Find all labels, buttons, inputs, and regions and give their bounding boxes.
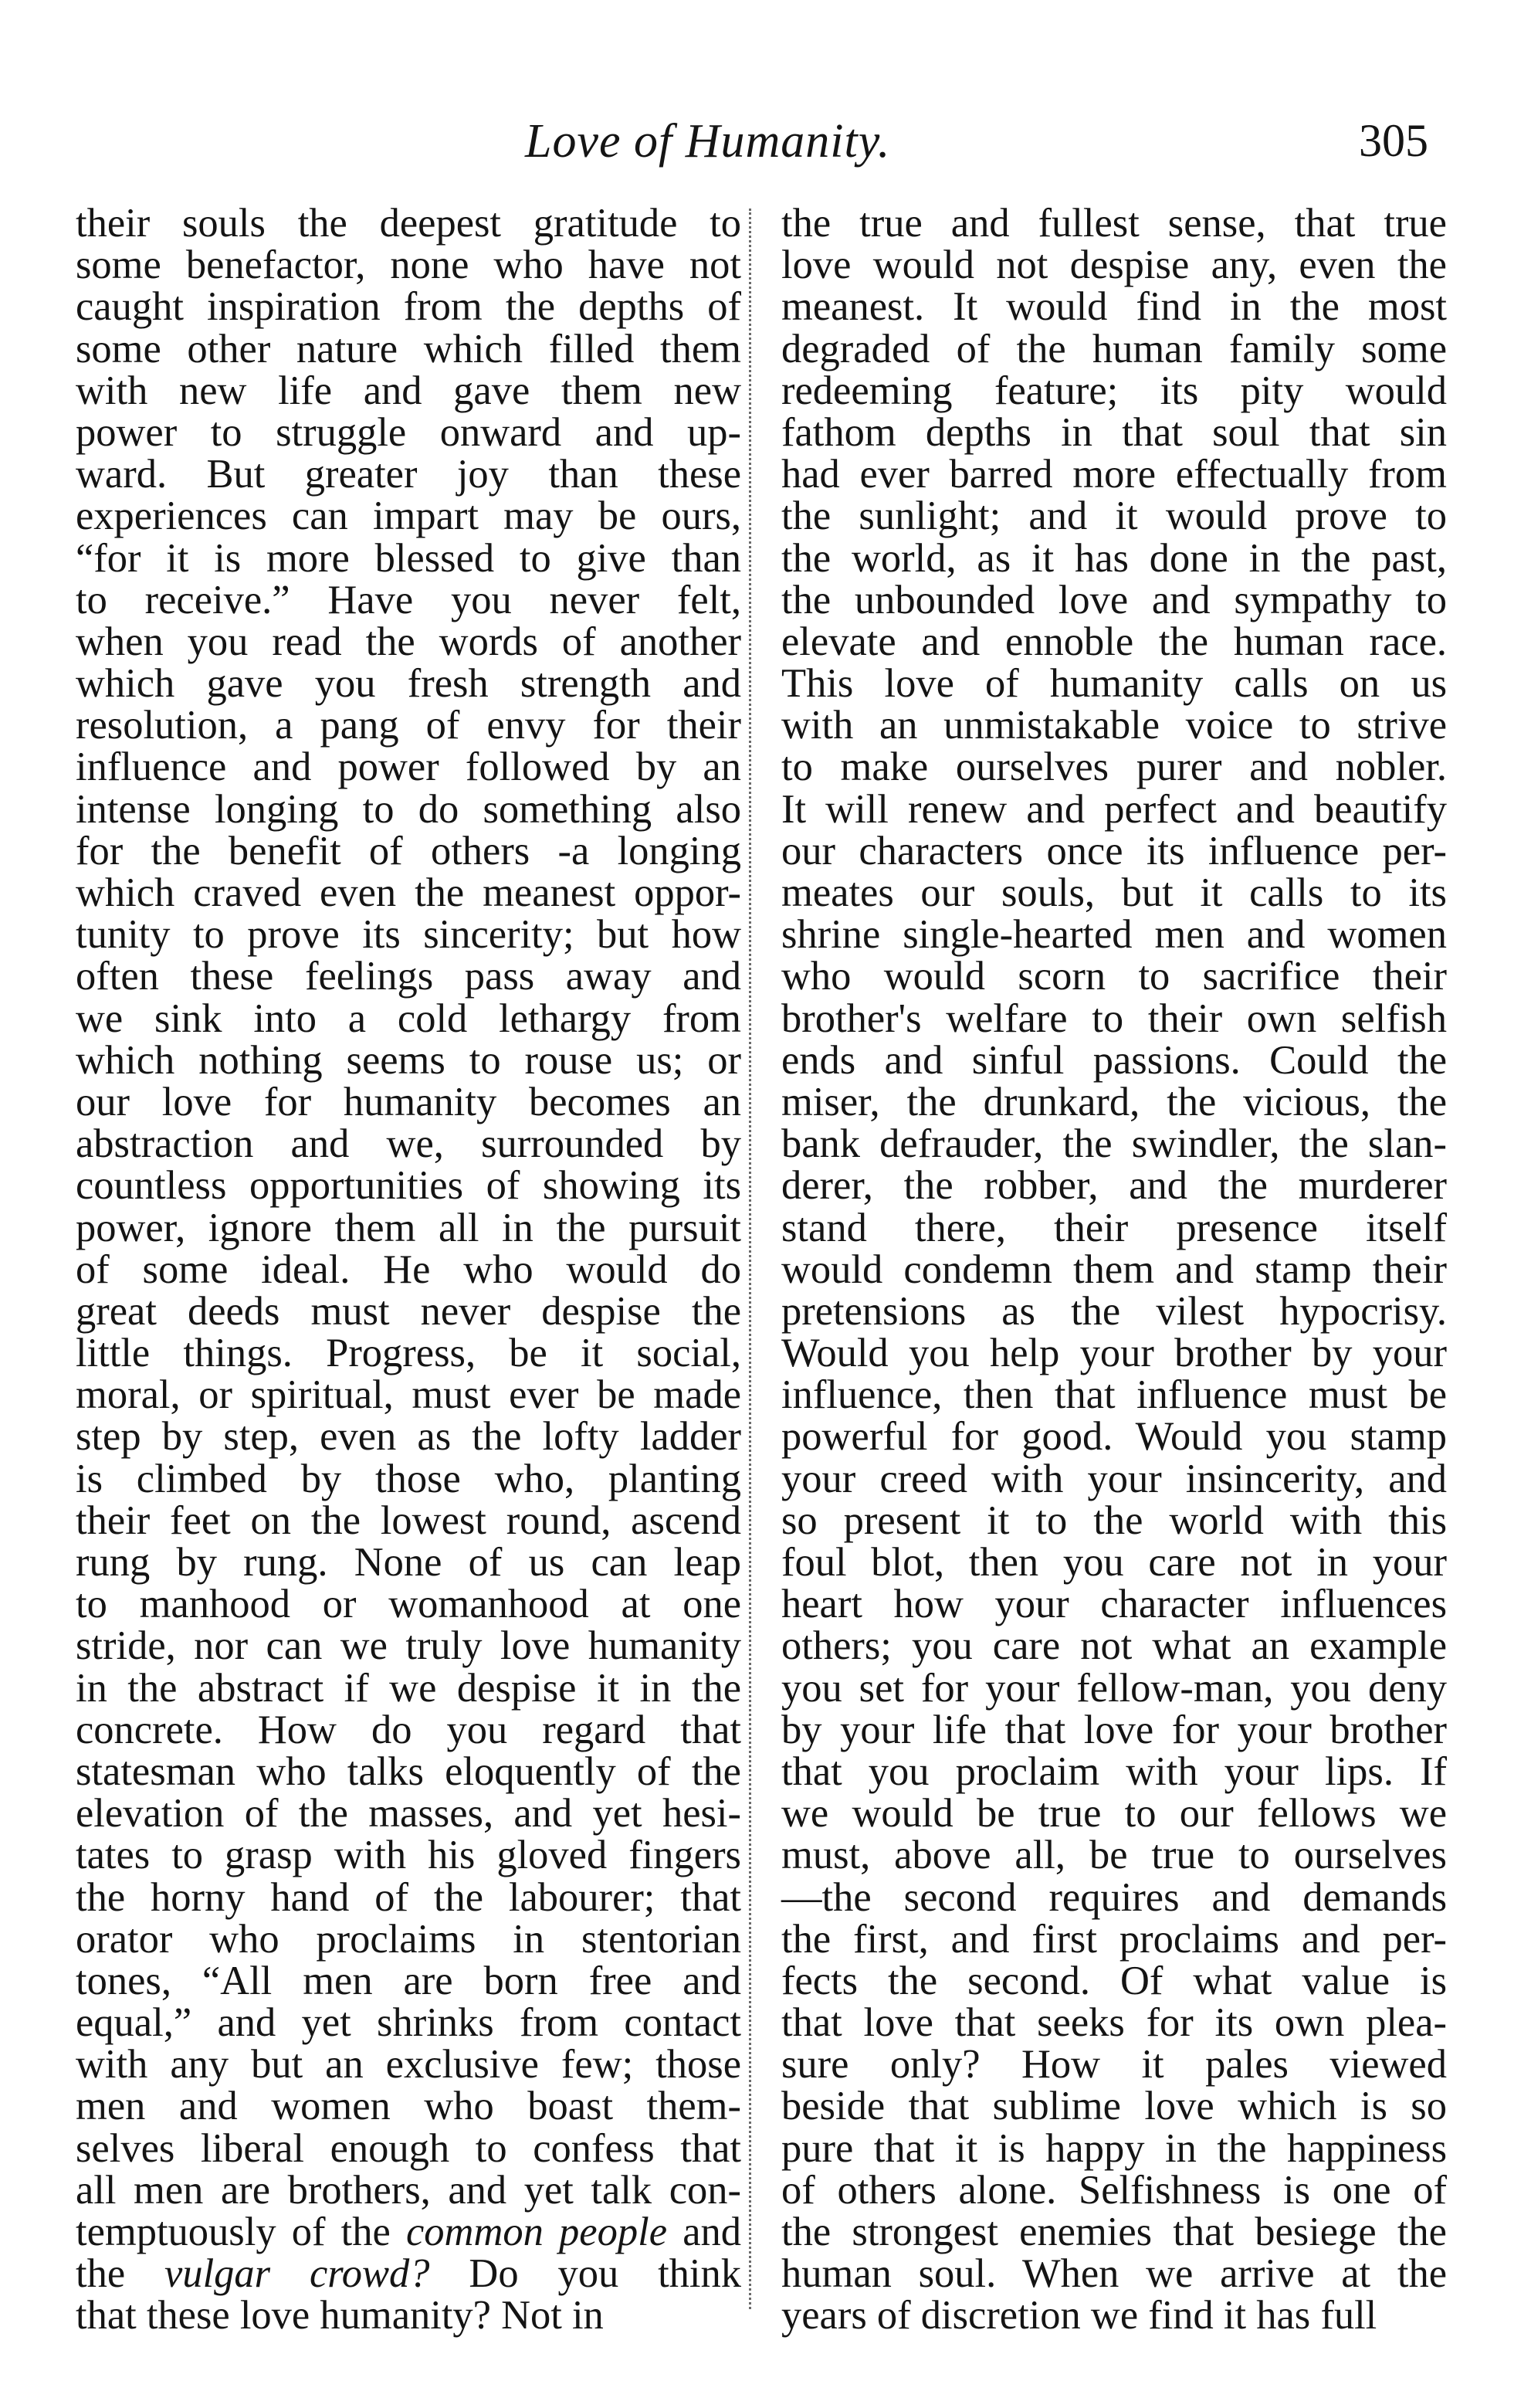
text-line: elevation of the masses, and yet hesi- — [76, 1791, 741, 1837]
text-line: in the abstract if we despise it in the — [76, 1665, 741, 1711]
text-column-right — [781, 202, 1447, 2337]
text-line: fathom depths in that soul that sin — [781, 409, 1447, 455]
text-line: we would be true to our fellows we — [781, 1791, 1447, 1837]
text-line: This love of humanity calls on us — [781, 661, 1447, 707]
text-line: our characters once its influence per- — [781, 828, 1447, 873]
running-header — [0, 108, 1531, 178]
text-line: so present it to the world with this — [781, 1497, 1447, 1543]
text-line: to manhood or womanhood at one — [76, 1582, 741, 1627]
text-line: little things. Progress, be it social, — [76, 1331, 741, 1376]
text-line: that you proclaim with your lips. If — [781, 1748, 1447, 1794]
text-line: your creed with your insincerity, and — [781, 1456, 1447, 1501]
text-line: the true and fullest sense, that true — [781, 201, 1447, 246]
text-line: caught inspiration from the depths of — [76, 284, 741, 330]
text-line: the unbounded love and sympathy to — [781, 577, 1447, 622]
text-line: elevate and ennoble the human race. — [781, 619, 1447, 664]
text-line: stand there, their presence itself — [781, 1205, 1447, 1250]
text-line: which gave you fresh strength and — [76, 661, 741, 707]
text-line: would condemn them and stamp their — [781, 1246, 1447, 1292]
text-line: concrete. How do you regard that — [76, 1707, 741, 1752]
text-line: must, above all, be true to ourselves — [781, 1833, 1447, 1878]
text-line: rung by rung. None of us can leap — [76, 1540, 741, 1585]
text-line: of some ideal. He who would do — [76, 1246, 741, 1292]
text-line: ward. But greater joy than these — [76, 452, 741, 497]
text-line: often these feelings pass away and — [76, 954, 741, 999]
text-line: years of discretion we find it has full — [781, 2293, 1377, 2338]
text-line: meates our souls, but it calls to its — [781, 870, 1447, 915]
text-line: —the second requires and demands — [781, 1874, 1447, 1920]
text-line: to receive.” Have you never felt, — [76, 577, 741, 622]
emphasized-phrase: vulgar crowd? — [164, 2251, 430, 2297]
text-line: statesman who talks eloquently of the — [76, 1748, 741, 1794]
text-line: is climbed by those who, planting — [76, 1456, 741, 1501]
text-line: others; you care not what an example — [781, 1623, 1447, 1669]
text-line: pretensions as the vilest hypocrisy. — [781, 1288, 1447, 1334]
text-line: men and women who boast them- — [76, 2084, 741, 2129]
text-line: orator who proclaims in stentorian — [76, 1916, 741, 1962]
text-line: power, ignore them all in the pursuit — [76, 1205, 741, 1250]
text-line: derer, the robber, and the murderer — [781, 1163, 1447, 1209]
text-line: meanest. It would find in the most — [781, 284, 1447, 330]
text-line: sure only? How it pales viewed — [781, 2042, 1447, 2087]
text-line: “for it is more blessed to give than — [76, 535, 741, 581]
text-line: that love that seeks for its own plea- — [781, 2000, 1447, 2046]
text-line: heart how your character influences — [781, 1582, 1447, 1627]
text-line: pure that it is happy in the happiness — [781, 2125, 1447, 2171]
page-number: 305 — [1359, 115, 1428, 166]
text-line: abstraction and we, surrounded by — [76, 1121, 741, 1167]
text-line: bank defrauder, the swindler, the slan- — [781, 1121, 1447, 1167]
text-line: some other nature which filled them — [76, 326, 741, 371]
text-line: their souls the deepest gratitude to — [76, 201, 741, 246]
text-line: intense longing to do something also — [76, 786, 741, 832]
text-line: tones, “All men are born free and — [76, 1958, 741, 2003]
text-line: with an unmistakable voice to strive — [781, 703, 1447, 748]
text-line: great deeds must never despise the — [76, 1288, 741, 1334]
text-line: foul blot, then you care not in your — [781, 1540, 1447, 1585]
text-line: some benefactor, none who have not — [76, 242, 741, 288]
text-line: by your life that love for your brother — [781, 1707, 1447, 1752]
text-line: degraded of the human family some — [781, 326, 1447, 371]
text-line: the first, and first proclaims and per- — [781, 1916, 1447, 1962]
text-line: beside that sublime love which is so — [781, 2084, 1447, 2129]
text-line: the world, as it has done in the past, — [781, 535, 1447, 581]
text-line: ends and sinful passions. Could the — [781, 1037, 1447, 1083]
text-line: step by step, even as the lofty ladder — [76, 1414, 741, 1460]
text-line: powerful for good. Would you stamp — [781, 1414, 1447, 1460]
text-line: countless opportunities of showing its — [76, 1163, 741, 1209]
text-line: the sunlight; and it would prove to — [781, 493, 1447, 539]
text-line: to make ourselves purer and nobler. — [781, 744, 1447, 790]
text-line: who would scorn to sacrifice their — [781, 954, 1447, 999]
text-line: our love for humanity becomes an — [76, 1079, 741, 1124]
text-line: which craved even the meanest oppor- — [76, 870, 741, 915]
text-line: tates to grasp with his gloved fingers — [76, 1833, 741, 1878]
text-line: Would you help your brother by your — [781, 1331, 1447, 1376]
column-divider — [749, 209, 751, 2309]
text-line: their feet on the lowest round, ascend — [76, 1497, 741, 1543]
text-line: brother's welfare to their own selfish — [781, 995, 1447, 1041]
text-line: experiences can impart may be ours, — [76, 493, 741, 539]
text-line: resolution, a pang of envy for their — [76, 703, 741, 748]
text-line: human soul. When we arrive at the — [781, 2251, 1447, 2297]
running-title: Love of Humanity. — [525, 115, 891, 168]
text-line: redeeming feature; its pity would — [781, 368, 1447, 413]
text-line: the vulgar crowd? Do you think — [76, 2251, 742, 2297]
text-line: the strongest enemies that besiege the — [781, 2210, 1447, 2254]
text-line: miser, the drunkard, the vicious, the — [781, 1079, 1447, 1124]
text-line: fects the second. Of what value is — [781, 1958, 1447, 2003]
text-column-left — [76, 202, 741, 2337]
text-line: all men are brothers, and yet talk con- — [76, 2167, 741, 2213]
text-line: temptuously of the common people and — [76, 2210, 741, 2254]
text-line: influence, then that influence must be — [781, 1372, 1447, 1418]
text-line: of others alone. Selfishness is one of — [781, 2167, 1447, 2213]
text-line: It will renew and perfect and beautify — [781, 786, 1447, 832]
text-line: for the benefit of others -a longing — [76, 828, 741, 873]
text-line: which nothing seems to rouse us; or — [76, 1037, 741, 1083]
text-line: had ever barred more effectually from — [781, 452, 1447, 497]
text-line: power to struggle onward and up- — [76, 409, 741, 455]
text-line: tunity to prove its sincerity; but how — [76, 912, 741, 958]
text-line: you set for your fellow-man, you deny — [781, 1665, 1447, 1711]
text-line: equal,” and yet shrinks from contact — [76, 2000, 741, 2046]
text-line: moral, or spiritual, must ever be made — [76, 1372, 741, 1418]
text-line: selves liberal enough to confess that — [76, 2125, 741, 2171]
text-line: we sink into a cold lethargy from — [76, 995, 741, 1041]
text-line: love would not despise any, even the — [781, 242, 1447, 288]
text-line: influence and power followed by an — [76, 744, 741, 790]
text-line: shrine single-hearted men and women — [781, 912, 1447, 958]
text-line: stride, nor can we truly love humanity — [76, 1623, 741, 1669]
text-line: the horny hand of the labourer; that — [76, 1874, 741, 1920]
text-line: that these love humanity? Not in — [76, 2293, 604, 2338]
text-line: with new life and gave them new — [76, 368, 741, 413]
text-line: when you read the words of another — [76, 619, 741, 664]
text-line: with any but an exclusive few; those — [76, 2042, 741, 2087]
emphasized-phrase: common people — [406, 2210, 668, 2254]
